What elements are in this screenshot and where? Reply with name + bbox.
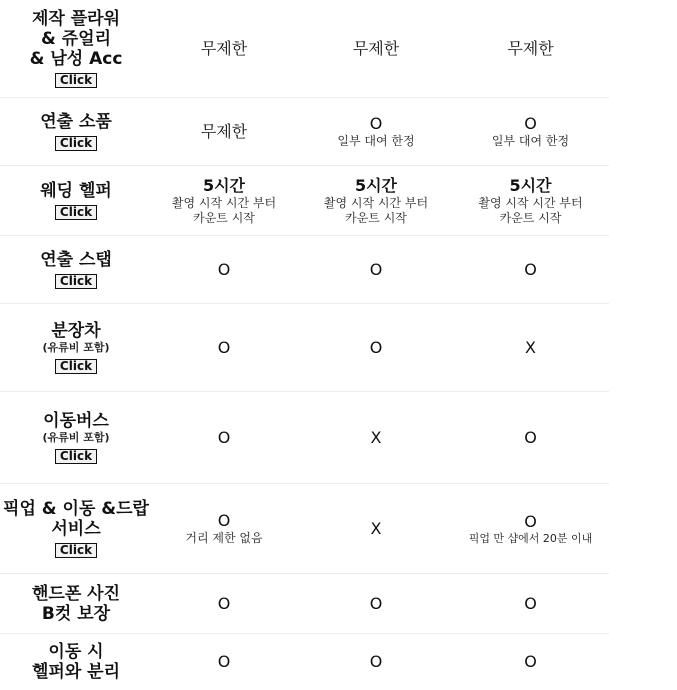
click-button[interactable]: Click	[55, 73, 97, 88]
cell-note: 픽업 만 샵에서 20분 이내	[468, 531, 593, 545]
table-cell	[300, 392, 452, 483]
cell-value: 5시간	[202, 175, 246, 195]
table-cell	[300, 166, 452, 235]
cell-note: 카운트 시작	[193, 210, 255, 225]
table-cell	[148, 574, 300, 633]
table-cell	[148, 0, 300, 97]
table-cell	[452, 574, 609, 633]
table-row	[0, 392, 609, 484]
table-cell	[300, 304, 452, 391]
cell-value: O	[369, 652, 383, 671]
row-label-line: 분장차	[51, 321, 101, 341]
table-row	[0, 0, 609, 98]
table-row	[0, 574, 609, 634]
row-label-line: 연출 스탭	[40, 250, 112, 270]
table-row	[0, 484, 609, 574]
table-row	[0, 98, 609, 166]
table-cell	[300, 0, 452, 97]
cell-value: 무제한	[200, 121, 248, 141]
cell-value: O	[217, 337, 231, 357]
row-label-sub: (유류비 포함)	[42, 431, 110, 444]
cell-value: 무제한	[507, 38, 554, 58]
table-cell	[300, 236, 452, 303]
table-cell	[148, 98, 300, 165]
table-cell	[148, 484, 300, 573]
row-label-line: 제작 플라워	[31, 9, 121, 29]
click-button[interactable]: Click	[55, 205, 97, 220]
row-label-line: 이동버스	[43, 411, 109, 431]
table-row	[0, 166, 609, 236]
cell-value: 무제한	[200, 38, 248, 58]
table-cell	[452, 392, 609, 483]
row-label	[0, 484, 152, 573]
click-button[interactable]: Click	[55, 543, 97, 558]
click-button[interactable]: Click	[55, 359, 97, 374]
table-cell	[300, 574, 452, 633]
table-cell	[452, 98, 609, 165]
cell-value: O	[217, 511, 231, 530]
cell-value: O	[524, 427, 537, 447]
table-row	[0, 304, 609, 392]
row-label-line: 서비스	[51, 519, 101, 539]
cell-note: 촬영 시작 시간 부터	[171, 195, 277, 210]
table-cell	[452, 634, 609, 690]
row-label	[0, 304, 152, 391]
cell-value: X	[370, 427, 382, 447]
row-label	[0, 98, 152, 165]
cell-note: 일부 대여 한정	[491, 134, 570, 148]
cell-value: O	[369, 337, 383, 357]
row-label	[0, 392, 152, 483]
row-label-line: 연출 소품	[40, 112, 112, 132]
row-label-line: 이동 시	[48, 642, 104, 662]
cell-value: X	[370, 518, 382, 538]
cell-value: O	[369, 114, 383, 133]
table-cell	[452, 304, 609, 391]
table-cell	[148, 392, 300, 483]
cell-value: O	[369, 593, 383, 613]
cell-note: 카운트 시작	[499, 210, 562, 225]
table-row	[0, 236, 609, 304]
cell-value: O	[524, 652, 537, 671]
cell-value: O	[524, 511, 537, 531]
table-cell	[300, 98, 452, 165]
row-label	[0, 0, 152, 97]
cell-value: O	[369, 259, 383, 279]
click-button[interactable]: Click	[55, 136, 97, 151]
row-label-line: & 쥬얼리	[40, 29, 111, 49]
table-cell	[300, 484, 452, 573]
cell-note: 카운트 시작	[345, 210, 407, 225]
cell-value: X	[525, 337, 536, 357]
click-button[interactable]: Click	[55, 274, 97, 289]
table-cell	[452, 236, 609, 303]
row-label	[0, 634, 152, 690]
cell-note: 거리 제한 없음	[185, 531, 263, 545]
row-label-line: 웨딩 헬퍼	[40, 181, 112, 201]
cell-note: 촬영 시작 시간 부터	[323, 195, 429, 210]
table-row	[0, 634, 609, 690]
row-label	[0, 236, 152, 303]
cell-value: 5시간	[509, 175, 552, 195]
click-button[interactable]: Click	[55, 449, 97, 464]
row-label-line: 핸드폰 사진	[31, 583, 121, 604]
cell-note: 일부 대여 한정	[337, 134, 415, 148]
table-cell	[452, 166, 609, 235]
cell-value: O	[217, 259, 231, 279]
cell-value: O	[524, 593, 537, 613]
cell-value: O	[524, 259, 537, 279]
row-label-line: & 남성 Acc	[29, 49, 123, 69]
cell-note: 촬영 시작 시간 부터	[478, 195, 583, 210]
cell-value: O	[217, 593, 231, 613]
table-cell	[148, 634, 300, 690]
table-cell	[148, 166, 300, 235]
cell-value: O	[524, 114, 537, 133]
cell-value: O	[217, 652, 231, 671]
table-cell	[300, 634, 452, 690]
row-label-line: 헬퍼와 분리	[31, 662, 121, 682]
table-cell	[148, 304, 300, 391]
row-label-line: 픽업 & 이동 &드랍	[3, 499, 149, 519]
cell-value: O	[217, 427, 231, 447]
row-label-sub: (유류비 포함)	[42, 341, 110, 354]
row-label-line: B컷 보장	[41, 603, 111, 624]
row-label	[0, 166, 152, 235]
table-cell	[452, 0, 609, 97]
cell-value: 무제한	[352, 38, 400, 58]
table-cell	[452, 484, 609, 573]
row-label	[0, 574, 152, 633]
table-cell	[148, 236, 300, 303]
cell-value: 5시간	[354, 175, 398, 195]
